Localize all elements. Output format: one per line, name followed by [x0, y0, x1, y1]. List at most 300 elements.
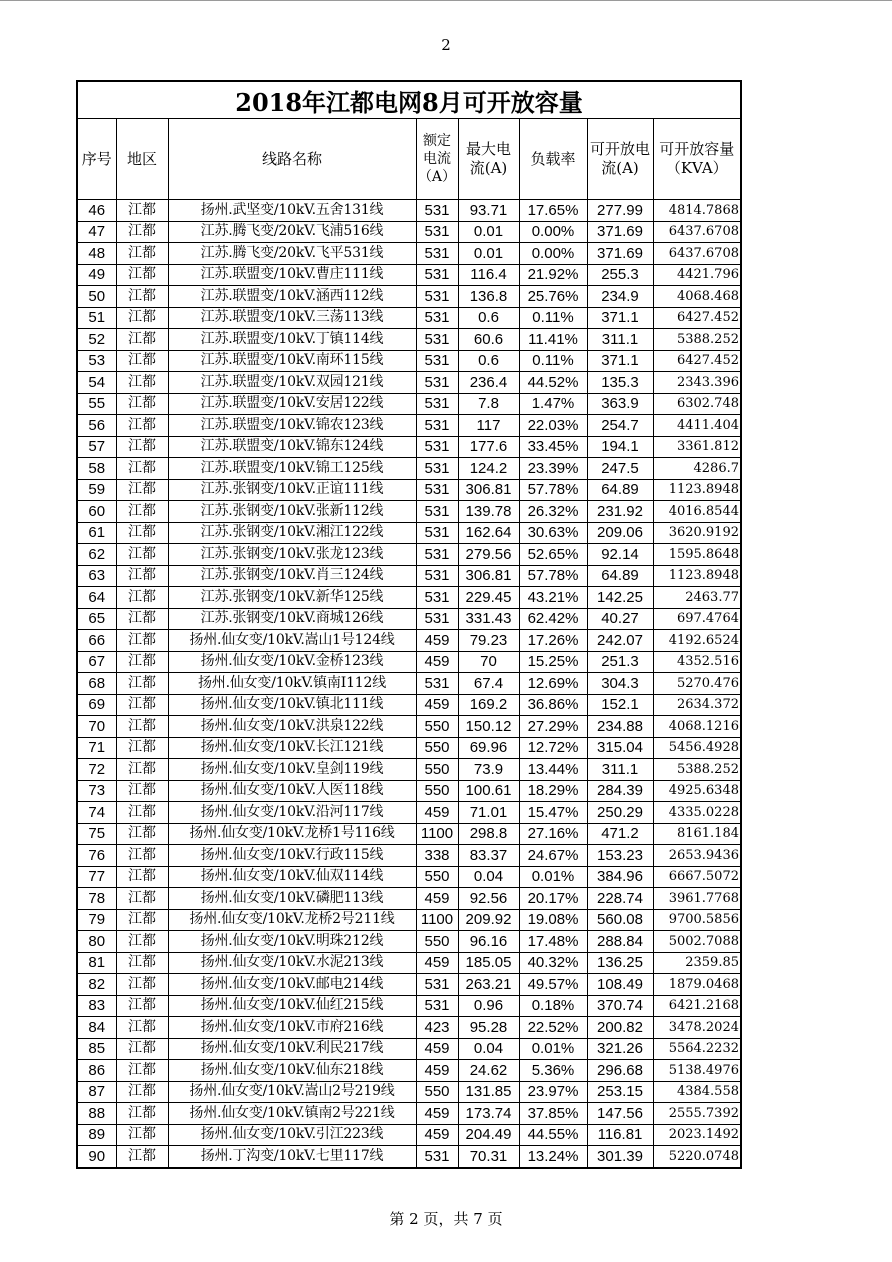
row-open-current: 321.26 — [587, 1038, 653, 1060]
row-line-name: 扬州.仙女变/10kV.行政115线 — [168, 845, 416, 867]
row-open-capacity: 6437.6708 — [653, 243, 741, 265]
table-row — [77, 372, 741, 394]
header-rated-current: 额定电流（A） — [416, 119, 458, 200]
row-max-current: 0.96 — [458, 995, 519, 1017]
row-open-capacity: 5220.0748 — [653, 1146, 741, 1168]
row-area: 江都 — [116, 1038, 168, 1060]
row-open-capacity: 3478.2024 — [653, 1017, 741, 1039]
row-open-capacity: 2463.77 — [653, 587, 741, 609]
row-open-capacity: 5270.476 — [653, 673, 741, 695]
row-open-current: 370.74 — [587, 995, 653, 1017]
table-row — [77, 630, 741, 652]
row-no: 84 — [77, 1017, 116, 1039]
row-open-capacity: 5002.7088 — [653, 931, 741, 953]
row-no: 56 — [77, 415, 116, 437]
row-load-rate: 17.48% — [519, 931, 587, 953]
row-line-name: 江苏.联盟变/10kV.锦工125线 — [168, 458, 416, 480]
row-open-capacity: 4335.0228 — [653, 802, 741, 824]
table-row — [77, 200, 741, 222]
row-rated-current: 550 — [416, 759, 458, 781]
row-open-capacity: 2023.1492 — [653, 1124, 741, 1146]
table-row — [77, 1103, 741, 1125]
row-open-current: 152.1 — [587, 694, 653, 716]
row-open-capacity: 2653.9436 — [653, 845, 741, 867]
row-area: 江都 — [116, 737, 168, 759]
row-load-rate: 37.85% — [519, 1103, 587, 1125]
row-load-rate: 0.00% — [519, 243, 587, 265]
page-footer: 第 2 页，共 7 页 — [389, 1210, 503, 1228]
row-max-current: 306.81 — [458, 565, 519, 587]
row-open-current: 231.92 — [587, 501, 653, 523]
table-row — [77, 350, 741, 372]
row-open-current: 371.69 — [587, 221, 653, 243]
row-max-current: 298.8 — [458, 823, 519, 845]
row-load-rate: 0.11% — [519, 350, 587, 372]
row-rated-current: 531 — [416, 243, 458, 265]
row-area: 江都 — [116, 888, 168, 910]
row-open-current: 242.07 — [587, 630, 653, 652]
row-no: 75 — [77, 823, 116, 845]
row-no: 61 — [77, 522, 116, 544]
row-max-current: 177.6 — [458, 436, 519, 458]
row-rated-current: 459 — [416, 952, 458, 974]
table-row — [77, 716, 741, 738]
row-max-current: 229.45 — [458, 587, 519, 609]
row-rated-current: 531 — [416, 565, 458, 587]
row-line-name: 江苏.联盟变/10kV.南环115线 — [168, 350, 416, 372]
table-row — [77, 974, 741, 996]
row-no: 81 — [77, 952, 116, 974]
row-open-capacity: 5456.4928 — [653, 737, 741, 759]
row-line-name: 江苏.联盟变/10kV.三荡113线 — [168, 307, 416, 329]
row-line-name: 扬州.仙女变/10kV.引江223线 — [168, 1124, 416, 1146]
row-line-name: 江苏.联盟变/10kV.锦农123线 — [168, 415, 416, 437]
row-max-current: 204.49 — [458, 1124, 519, 1146]
row-rated-current: 531 — [416, 544, 458, 566]
row-line-name: 扬州.仙女变/10kV.洪泉122线 — [168, 716, 416, 738]
row-open-current: 247.5 — [587, 458, 653, 480]
row-rated-current: 531 — [416, 372, 458, 394]
row-open-current: 200.82 — [587, 1017, 653, 1039]
row-load-rate: 0.11% — [519, 307, 587, 329]
row-rated-current: 459 — [416, 888, 458, 910]
row-load-rate: 44.52% — [519, 372, 587, 394]
row-area: 江都 — [116, 415, 168, 437]
row-open-capacity: 4286.7 — [653, 458, 741, 480]
row-no: 50 — [77, 286, 116, 308]
row-no: 86 — [77, 1060, 116, 1082]
row-rated-current: 459 — [416, 694, 458, 716]
row-open-current: 560.08 — [587, 909, 653, 931]
row-max-current: 0.01 — [458, 221, 519, 243]
table-row — [77, 587, 741, 609]
row-max-current: 279.56 — [458, 544, 519, 566]
header-open-capacity: 可开放容量（KVA） — [653, 119, 741, 200]
row-max-current: 331.43 — [458, 608, 519, 630]
row-rated-current: 531 — [416, 501, 458, 523]
row-load-rate: 18.29% — [519, 780, 587, 802]
row-area: 江都 — [116, 1124, 168, 1146]
row-max-current: 73.9 — [458, 759, 519, 781]
row-open-current: 311.1 — [587, 329, 653, 351]
row-max-current: 0.6 — [458, 307, 519, 329]
row-rated-current: 550 — [416, 931, 458, 953]
table-row — [77, 1124, 741, 1146]
row-max-current: 69.96 — [458, 737, 519, 759]
row-no: 74 — [77, 802, 116, 824]
row-rated-current: 550 — [416, 716, 458, 738]
row-no: 72 — [77, 759, 116, 781]
table-row — [77, 802, 741, 824]
row-load-rate: 27.16% — [519, 823, 587, 845]
row-area: 江都 — [116, 501, 168, 523]
row-no: 71 — [77, 737, 116, 759]
row-no: 60 — [77, 501, 116, 523]
row-rated-current: 423 — [416, 1017, 458, 1039]
row-open-capacity: 4192.6524 — [653, 630, 741, 652]
row-rated-current: 531 — [416, 522, 458, 544]
row-area: 江都 — [116, 372, 168, 394]
row-area: 江都 — [116, 329, 168, 351]
row-line-name: 江苏.联盟变/10kV.双园121线 — [168, 372, 416, 394]
row-area: 江都 — [116, 802, 168, 824]
row-no: 49 — [77, 264, 116, 286]
table-row — [77, 673, 741, 695]
row-area: 江都 — [116, 866, 168, 888]
row-open-capacity: 5388.252 — [653, 759, 741, 781]
row-line-name: 扬州.仙女变/10kV.沿河117线 — [168, 802, 416, 824]
table-row — [77, 952, 741, 974]
row-open-capacity: 4352.516 — [653, 651, 741, 673]
row-load-rate: 30.63% — [519, 522, 587, 544]
row-area: 江都 — [116, 221, 168, 243]
row-open-capacity: 3620.9192 — [653, 522, 741, 544]
row-no: 66 — [77, 630, 116, 652]
row-load-rate: 0.01% — [519, 866, 587, 888]
table-row — [77, 393, 741, 415]
row-line-name: 江苏.联盟变/10kV.丁镇114线 — [168, 329, 416, 351]
table-row — [77, 1017, 741, 1039]
row-area: 江都 — [116, 759, 168, 781]
row-no: 78 — [77, 888, 116, 910]
table-row — [77, 1038, 741, 1060]
row-rated-current: 459 — [416, 802, 458, 824]
row-rated-current: 531 — [416, 350, 458, 372]
row-no: 58 — [77, 458, 116, 480]
row-open-current: 251.3 — [587, 651, 653, 673]
row-open-capacity: 6427.452 — [653, 307, 741, 329]
row-load-rate: 12.69% — [519, 673, 587, 695]
table-row — [77, 522, 741, 544]
table-row — [77, 329, 741, 351]
row-area: 江都 — [116, 608, 168, 630]
row-max-current: 0.04 — [458, 1038, 519, 1060]
row-no: 85 — [77, 1038, 116, 1060]
row-load-rate: 36.86% — [519, 694, 587, 716]
row-load-rate: 49.57% — [519, 974, 587, 996]
row-open-capacity: 2555.7392 — [653, 1103, 741, 1125]
header-load-rate: 负载率 — [519, 119, 587, 200]
row-area: 江都 — [116, 694, 168, 716]
table-row — [77, 694, 741, 716]
row-open-current: 304.3 — [587, 673, 653, 695]
row-rated-current: 531 — [416, 393, 458, 415]
row-line-name: 扬州.仙女变/10kV.镇北111线 — [168, 694, 416, 716]
row-max-current: 70.31 — [458, 1146, 519, 1168]
row-area: 江都 — [116, 1103, 168, 1125]
row-load-rate: 44.55% — [519, 1124, 587, 1146]
row-area: 江都 — [116, 845, 168, 867]
row-open-current: 234.88 — [587, 716, 653, 738]
row-load-rate: 24.67% — [519, 845, 587, 867]
row-open-capacity: 4068.1216 — [653, 716, 741, 738]
row-max-current: 95.28 — [458, 1017, 519, 1039]
row-open-capacity: 6421.2168 — [653, 995, 741, 1017]
row-load-rate: 11.41% — [519, 329, 587, 351]
row-open-current: 194.1 — [587, 436, 653, 458]
row-area: 江都 — [116, 995, 168, 1017]
table-row — [77, 479, 741, 501]
page-top-border — [0, 0, 892, 1]
row-load-rate: 19.08% — [519, 909, 587, 931]
row-no: 67 — [77, 651, 116, 673]
row-rated-current: 459 — [416, 630, 458, 652]
row-open-current: 147.56 — [587, 1103, 653, 1125]
row-load-rate: 12.72% — [519, 737, 587, 759]
row-max-current: 92.56 — [458, 888, 519, 910]
row-open-capacity: 4016.8544 — [653, 501, 741, 523]
row-open-current: 40.27 — [587, 608, 653, 630]
row-load-rate: 17.26% — [519, 630, 587, 652]
row-rated-current: 531 — [416, 436, 458, 458]
row-no: 79 — [77, 909, 116, 931]
row-max-current: 185.05 — [458, 952, 519, 974]
row-line-name: 扬州.仙女变/10kV.仙红215线 — [168, 995, 416, 1017]
row-open-capacity: 5388.252 — [653, 329, 741, 351]
row-open-current: 363.9 — [587, 393, 653, 415]
table-row — [77, 264, 741, 286]
row-rated-current: 531 — [416, 673, 458, 695]
row-no: 68 — [77, 673, 116, 695]
table-row — [77, 759, 741, 781]
row-no: 46 — [77, 200, 116, 222]
row-load-rate: 33.45% — [519, 436, 587, 458]
row-rated-current: 550 — [416, 866, 458, 888]
row-open-current: 209.06 — [587, 522, 653, 544]
row-rated-current: 531 — [416, 200, 458, 222]
table-row — [77, 307, 741, 329]
row-max-current: 79.23 — [458, 630, 519, 652]
table-row — [77, 995, 741, 1017]
row-line-name: 江苏.联盟变/10kV.锦东124线 — [168, 436, 416, 458]
row-no: 82 — [77, 974, 116, 996]
row-load-rate: 62.42% — [519, 608, 587, 630]
row-rated-current: 531 — [416, 264, 458, 286]
table-row — [77, 1081, 741, 1103]
row-no: 62 — [77, 544, 116, 566]
row-load-rate: 17.65% — [519, 200, 587, 222]
row-rated-current: 531 — [416, 974, 458, 996]
table-row — [77, 243, 741, 265]
table-row — [77, 608, 741, 630]
row-max-current: 0.6 — [458, 350, 519, 372]
row-open-current: 234.9 — [587, 286, 653, 308]
row-no: 87 — [77, 1081, 116, 1103]
row-open-current: 92.14 — [587, 544, 653, 566]
row-area: 江都 — [116, 393, 168, 415]
table-row — [77, 651, 741, 673]
row-line-name: 江苏.张钢变/10kV.肖三124线 — [168, 565, 416, 587]
row-line-name: 扬州.仙女变/10kV.水泥213线 — [168, 952, 416, 974]
row-load-rate: 23.39% — [519, 458, 587, 480]
row-no: 88 — [77, 1103, 116, 1125]
table-row — [77, 823, 741, 845]
row-load-rate: 57.78% — [519, 565, 587, 587]
page-number: 2 — [441, 36, 451, 54]
row-rated-current: 1100 — [416, 823, 458, 845]
row-max-current: 150.12 — [458, 716, 519, 738]
row-no: 55 — [77, 393, 116, 415]
row-max-current: 117 — [458, 415, 519, 437]
row-rated-current: 531 — [416, 415, 458, 437]
row-max-current: 67.4 — [458, 673, 519, 695]
row-max-current: 60.6 — [458, 329, 519, 351]
row-max-current: 169.2 — [458, 694, 519, 716]
row-line-name: 江苏.腾飞变/20kV.飞浦516线 — [168, 221, 416, 243]
row-area: 江都 — [116, 200, 168, 222]
header-line-name: 线路名称 — [168, 119, 416, 200]
row-load-rate: 57.78% — [519, 479, 587, 501]
row-line-name: 扬州.仙女变/10kV.镇南Ⅰ112线 — [168, 673, 416, 695]
row-open-capacity: 3361.812 — [653, 436, 741, 458]
row-area: 江都 — [116, 565, 168, 587]
table-row — [77, 737, 741, 759]
row-open-capacity: 2343.396 — [653, 372, 741, 394]
row-no: 59 — [77, 479, 116, 501]
row-no: 52 — [77, 329, 116, 351]
header-no: 序号 — [77, 119, 116, 200]
row-max-current: 136.8 — [458, 286, 519, 308]
row-load-rate: 0.18% — [519, 995, 587, 1017]
header-row — [77, 119, 741, 200]
row-rated-current: 531 — [416, 286, 458, 308]
row-open-current: 371.1 — [587, 307, 653, 329]
row-open-capacity: 5564.2232 — [653, 1038, 741, 1060]
row-open-capacity: 4814.7868 — [653, 200, 741, 222]
row-line-name: 江苏.张钢变/10kV.商城126线 — [168, 608, 416, 630]
row-max-current: 70 — [458, 651, 519, 673]
row-open-capacity: 3961.7768 — [653, 888, 741, 910]
table-row — [77, 780, 741, 802]
row-area: 江都 — [116, 436, 168, 458]
capacity-table — [76, 80, 742, 1169]
row-rated-current: 1100 — [416, 909, 458, 931]
row-open-current: 135.3 — [587, 372, 653, 394]
row-no: 57 — [77, 436, 116, 458]
row-rated-current: 531 — [416, 608, 458, 630]
row-load-rate: 26.32% — [519, 501, 587, 523]
row-rated-current: 459 — [416, 1060, 458, 1082]
row-line-name: 扬州.武坚变/10kV.五舍131线 — [168, 200, 416, 222]
row-area: 江都 — [116, 651, 168, 673]
row-open-current: 142.25 — [587, 587, 653, 609]
row-max-current: 209.92 — [458, 909, 519, 931]
row-line-name: 江苏.张钢变/10kV.张龙123线 — [168, 544, 416, 566]
row-rated-current: 531 — [416, 1146, 458, 1168]
table-row — [77, 501, 741, 523]
row-rated-current: 531 — [416, 479, 458, 501]
row-rated-current: 550 — [416, 1081, 458, 1103]
table-row — [77, 866, 741, 888]
row-no: 51 — [77, 307, 116, 329]
row-open-current: 254.7 — [587, 415, 653, 437]
row-open-capacity: 2634.372 — [653, 694, 741, 716]
row-load-rate: 13.24% — [519, 1146, 587, 1168]
row-open-capacity: 6667.5072 — [653, 866, 741, 888]
table-row — [77, 221, 741, 243]
row-open-current: 108.49 — [587, 974, 653, 996]
row-open-current: 64.89 — [587, 565, 653, 587]
row-no: 90 — [77, 1146, 116, 1168]
row-line-name: 江苏.张钢变/10kV.湘江122线 — [168, 522, 416, 544]
row-open-current: 228.74 — [587, 888, 653, 910]
row-max-current: 24.62 — [458, 1060, 519, 1082]
row-line-name: 江苏.张钢变/10kV.新华125线 — [168, 587, 416, 609]
row-area: 江都 — [116, 243, 168, 265]
row-no: 64 — [77, 587, 116, 609]
row-area: 江都 — [116, 1060, 168, 1082]
table-row — [77, 415, 741, 437]
row-line-name: 扬州.仙女变/10kV.皇剑119线 — [168, 759, 416, 781]
row-no: 70 — [77, 716, 116, 738]
table-body — [77, 200, 741, 1168]
row-area: 江都 — [116, 1081, 168, 1103]
row-rated-current: 531 — [416, 221, 458, 243]
row-line-name: 扬州.仙女变/10kV.金桥123线 — [168, 651, 416, 673]
row-open-current: 64.89 — [587, 479, 653, 501]
row-max-current: 131.85 — [458, 1081, 519, 1103]
row-max-current: 71.01 — [458, 802, 519, 824]
row-load-rate: 0.01% — [519, 1038, 587, 1060]
row-line-name: 江苏.联盟变/10kV.安居122线 — [168, 393, 416, 415]
row-open-capacity: 5138.4976 — [653, 1060, 741, 1082]
row-no: 47 — [77, 221, 116, 243]
row-rated-current: 531 — [416, 458, 458, 480]
row-open-current: 277.99 — [587, 200, 653, 222]
row-load-rate: 20.17% — [519, 888, 587, 910]
row-area: 江都 — [116, 716, 168, 738]
row-open-current: 371.1 — [587, 350, 653, 372]
row-no: 65 — [77, 608, 116, 630]
row-area: 江都 — [116, 780, 168, 802]
row-max-current: 100.61 — [458, 780, 519, 802]
row-line-name: 江苏.张钢变/10kV.张新112线 — [168, 501, 416, 523]
row-load-rate: 13.44% — [519, 759, 587, 781]
row-line-name: 扬州.仙女变/10kV.龙桥2号211线 — [168, 909, 416, 931]
row-area: 江都 — [116, 952, 168, 974]
row-open-capacity: 1123.8948 — [653, 479, 741, 501]
table-row — [77, 845, 741, 867]
header-area: 地区 — [116, 119, 168, 200]
table-row — [77, 436, 741, 458]
row-load-rate: 22.52% — [519, 1017, 587, 1039]
row-open-capacity: 4421.796 — [653, 264, 741, 286]
row-max-current: 306.81 — [458, 479, 519, 501]
row-open-current: 250.29 — [587, 802, 653, 824]
row-open-capacity: 4925.6348 — [653, 780, 741, 802]
row-area: 江都 — [116, 974, 168, 996]
table-row — [77, 931, 741, 953]
